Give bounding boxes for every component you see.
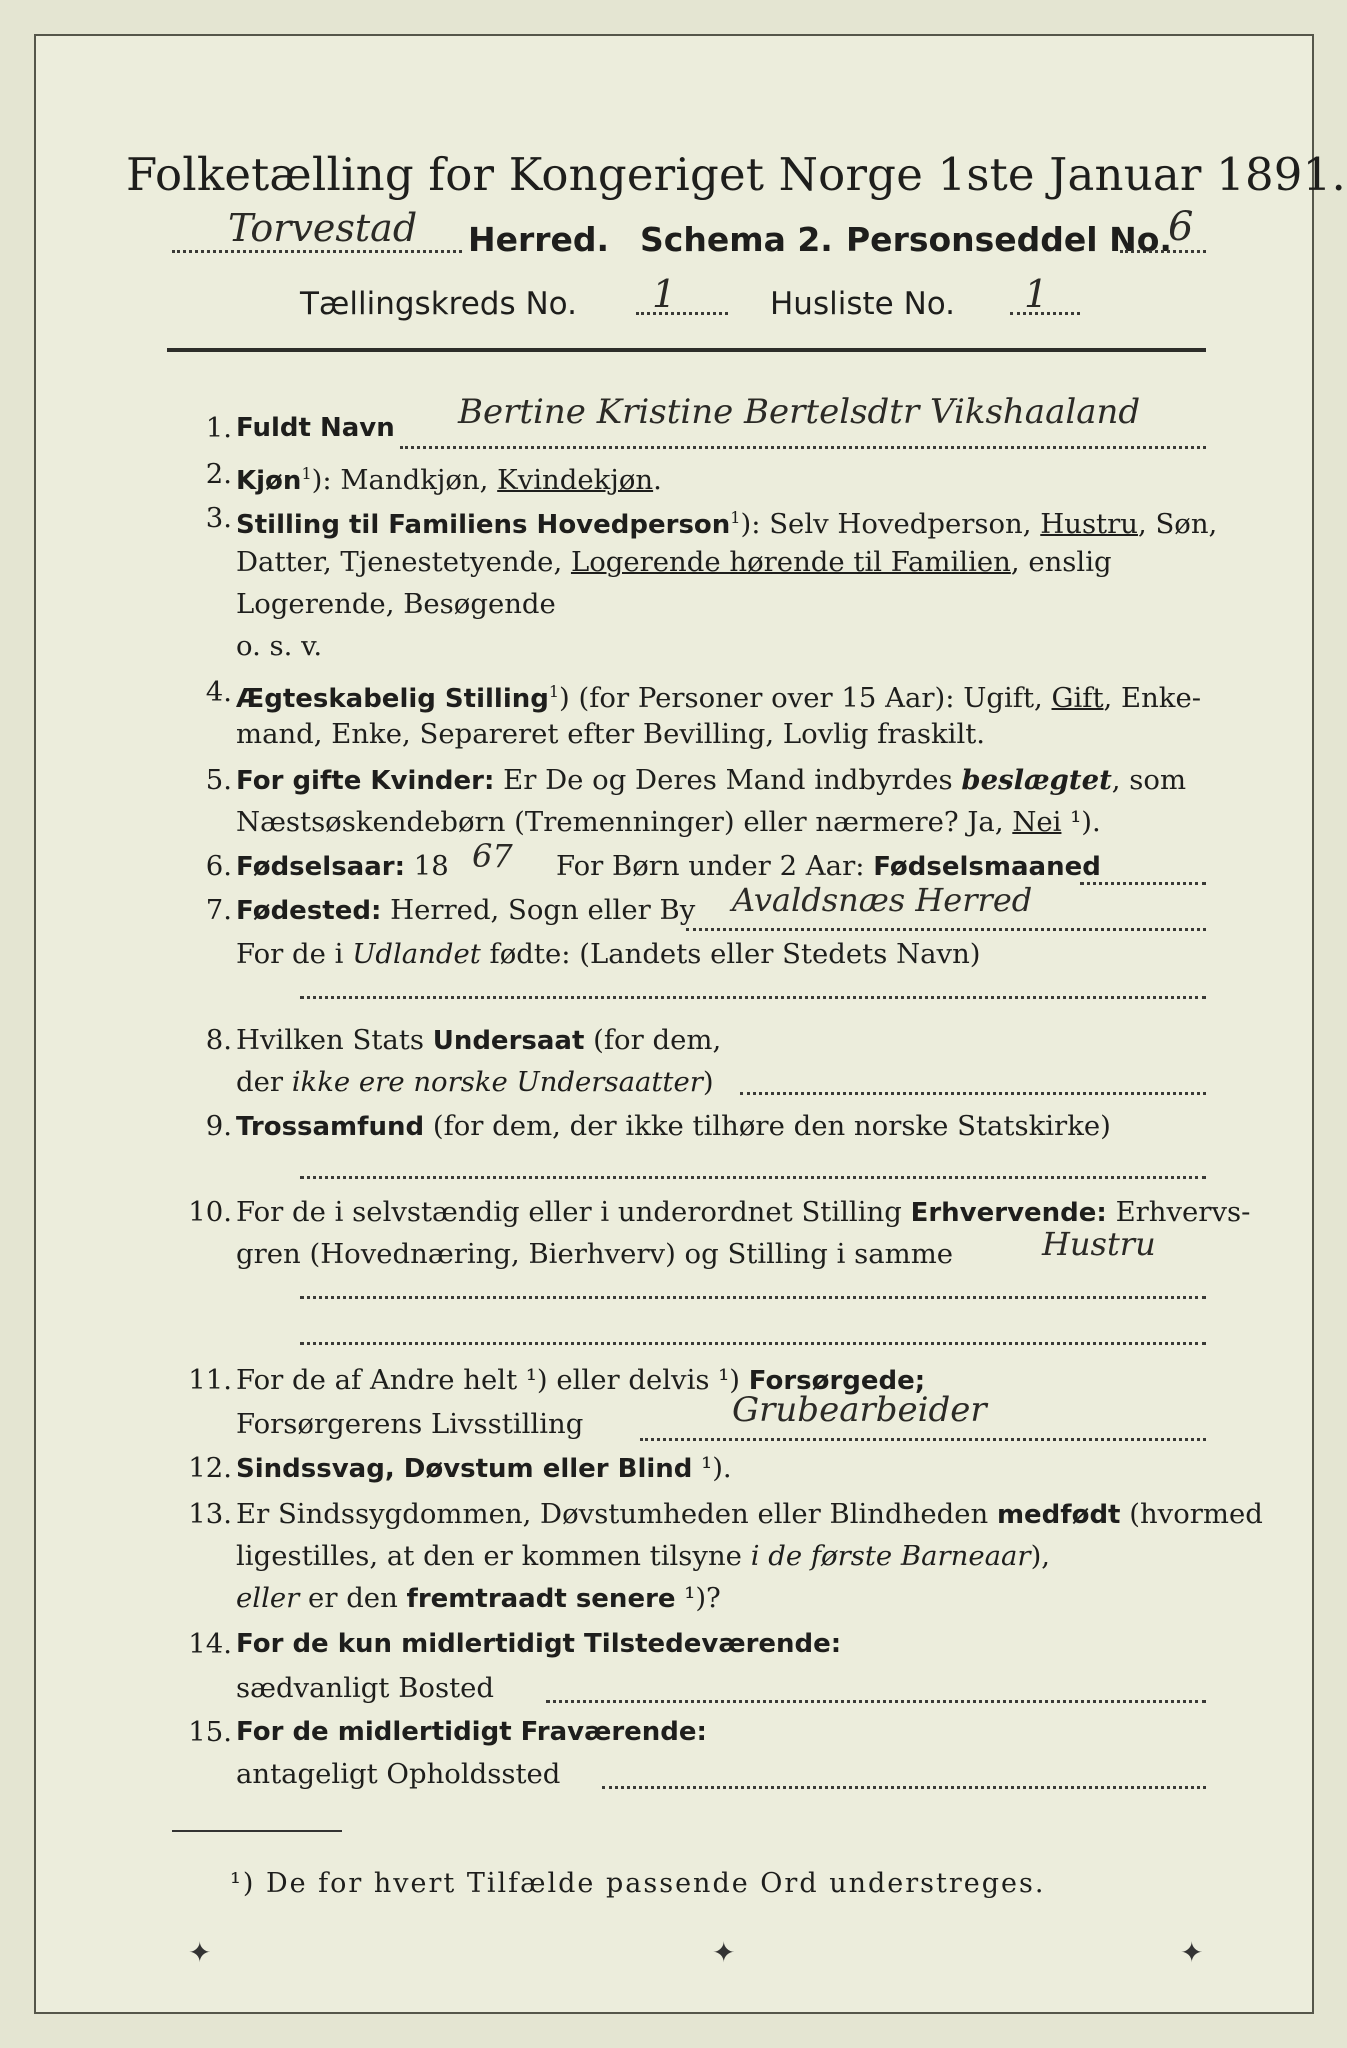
q13-bold-2: fremtraadt senere	[406, 1584, 676, 1614]
q13-number: 13.	[188, 1498, 232, 1530]
q11-dots	[640, 1438, 1206, 1441]
herred-dots	[172, 250, 462, 253]
q2-underlined: Kvindekjøn	[497, 464, 654, 497]
q10-value: Hustru	[1042, 1225, 1156, 1263]
q8-dots	[740, 1092, 1206, 1095]
q6-label: Fødselsaar:	[236, 852, 405, 882]
q6-number: 6.	[205, 850, 232, 882]
q3-number: 3.	[205, 502, 232, 534]
q14-line2: sædvanligt Bosted	[236, 1672, 495, 1704]
q3-line1-end: , Søn,	[1137, 508, 1218, 541]
q3-line2: Datter, Tjenestetyende,	[236, 546, 571, 578]
q6-child-bold: Fødselsmaaned	[873, 852, 1101, 882]
page-title: Folketælling for Kongeriget Norge 1ste Januar 1891.	[126, 148, 1346, 201]
q10-dots	[300, 1296, 1206, 1299]
q6-child-label: For Børn under 2 Aar:	[556, 850, 874, 882]
q12-label: Sindssvag, Døvstum eller Blind	[236, 1454, 693, 1484]
q7-dots	[686, 928, 1206, 931]
husliste-value: 1	[1024, 272, 1049, 316]
q13-italic: i de første Barneaar	[750, 1540, 1031, 1572]
husliste-label: Husliste No.	[770, 286, 956, 322]
q5-underlined-nei: Nei	[1012, 806, 1062, 838]
kreds-value: 1	[652, 272, 677, 316]
q7-value: Avaldsnæs Herred	[732, 881, 1033, 919]
registration-mark-center: ✦	[712, 1936, 736, 1969]
q2-text: ): Mandkjøn,	[311, 464, 498, 497]
q3-line2-end: , enslig	[1010, 546, 1112, 578]
q15-label: For de midlertidigt Fraværende:	[236, 1717, 707, 1747]
q9-text: (for dem, der ikke tilhøre den norske Statskirke)	[424, 1110, 1111, 1142]
q7-line2: For de i	[236, 938, 353, 970]
q6-dots	[1080, 882, 1206, 885]
kreds-label: Tællingskreds No.	[300, 286, 577, 322]
q4-sup: 1	[548, 682, 560, 701]
q3-sup: 1	[730, 508, 741, 527]
q4-line2: mand, Enke, Separeret efter Bevilling, Lovlig fraskilt.	[236, 718, 986, 750]
q10-line2: gren (Hovednæring, Bierhverv) og Stilling i samme	[236, 1238, 954, 1270]
q13-bold: medfødt	[996, 1500, 1121, 1530]
q15-line2: antageligt Opholdssted	[236, 1758, 561, 1790]
q13-italic-eller: eller	[236, 1582, 300, 1614]
q5-line1-end: , som	[1111, 764, 1187, 796]
q13-line3: er den	[299, 1582, 407, 1614]
q10-number: 10.	[188, 1196, 232, 1228]
q8-line2-end: )	[702, 1066, 714, 1098]
q4-underlined-gift: Gift	[1051, 682, 1104, 715]
q8-number: 8.	[205, 1024, 232, 1056]
q10-line1: For de i selvstændig eller i underordnet Stilling	[236, 1196, 911, 1228]
q1-number: 1.	[205, 412, 232, 444]
q7-line1: Herred, Sogn eller By	[381, 894, 696, 926]
q15-dots	[602, 1786, 1206, 1789]
q10-dots-2	[300, 1342, 1206, 1345]
q13-line2-end: ),	[1030, 1540, 1051, 1572]
q14-dots	[546, 1700, 1206, 1703]
q14-number: 14.	[188, 1628, 232, 1660]
q3-underlined-logerende: Logerende hørende til Familien	[570, 546, 1011, 578]
q5-label: For gifte Kvinder:	[236, 766, 495, 796]
q5-number: 5.	[205, 764, 232, 796]
q10-bold: Erhvervende:	[910, 1198, 1107, 1228]
footnote-rule	[172, 1830, 342, 1832]
q4-line1: ) (for Personer over 15 Aar): Ugift,	[559, 682, 1052, 715]
q5-line2: Næstsøskendebørn (Tremenninger) eller nærmere? Ja,	[236, 806, 1013, 838]
q8-italic: ikke ere norske Undersaatter	[291, 1066, 703, 1098]
q2-end: .	[653, 464, 662, 497]
q4-label: Ægteskabelig Stilling	[236, 684, 549, 715]
q12-end: ¹).	[692, 1452, 732, 1484]
q13-line1-end: (hvormed	[1120, 1498, 1263, 1530]
q2-label: Kjøn	[236, 466, 302, 497]
q3-line4: o. s. v.	[236, 630, 323, 662]
q5-line1: Er De og Deres Mand indbyrdes	[494, 764, 962, 796]
personseddel-label: Personseddel No.	[846, 220, 1172, 259]
q8-line1: Hvilken Stats	[236, 1024, 433, 1056]
q12-number: 12.	[188, 1452, 232, 1484]
q3-line3: Logerende, Besøgende	[236, 588, 556, 620]
q1-dots	[400, 446, 1206, 449]
q11-bold: Forsørgede;	[748, 1366, 926, 1396]
q4-number: 4.	[205, 676, 232, 708]
q11-number: 11.	[188, 1364, 232, 1396]
q7-line2-end: fødte: (Landets eller Stedets Navn)	[480, 938, 981, 970]
q7-number: 7.	[205, 894, 232, 926]
q9-label: Trossamfund	[236, 1112, 425, 1142]
q6-prefix: 18	[405, 850, 449, 882]
q7-label: Fødested:	[236, 896, 382, 926]
q13-line3-end: ¹)?	[675, 1582, 721, 1614]
q8-line2: der	[236, 1066, 292, 1098]
q3-underlined-hustru: Hustru	[1040, 508, 1138, 541]
q13-line1: Er Sindssygdommen, Døvstumheden eller Blindheden	[236, 1498, 997, 1530]
q11-value: Grubearbeider	[732, 1390, 987, 1430]
kreds-dots	[636, 312, 728, 315]
personseddel-value: 6	[1168, 204, 1194, 250]
husliste-dots	[1010, 312, 1080, 315]
q15-number: 15.	[188, 1716, 232, 1748]
q3-line1: ): Selv Hovedperson,	[740, 508, 1041, 541]
q7-italic: Udlandet	[352, 938, 481, 970]
q8-line1-end: (for dem,	[584, 1024, 722, 1056]
q10-line1-end: Erhvervs-	[1106, 1196, 1251, 1228]
q13-line2: ligestilles, at den er kommen tilsyne	[236, 1540, 751, 1572]
schema-label: Schema 2.	[640, 220, 833, 259]
q1-value: Bertine Kristine Bertelsdtr Vikshaaland	[458, 392, 1141, 432]
q14-label: For de kun midlertidigt Tilstedeværende:	[236, 1629, 842, 1659]
personseddel-dots	[1120, 250, 1206, 253]
q1-label: Fuldt Navn	[236, 413, 395, 443]
q9-number: 9.	[205, 1110, 232, 1142]
q9-dots	[300, 1176, 1206, 1179]
q11-line2: Forsørgerens Livsstilling	[236, 1408, 584, 1440]
q5-line2-end: ¹).	[1061, 806, 1101, 838]
q6-value: 67	[472, 837, 513, 875]
registration-mark-left: ✦	[188, 1936, 212, 1969]
q5-italic: beslægtet	[961, 764, 1112, 796]
registration-mark-right: ✦	[1180, 1936, 1204, 1969]
q8-bold: Undersaat	[432, 1026, 585, 1056]
q4-line1-end: , Enke-	[1103, 682, 1202, 715]
header-rule	[167, 348, 1206, 352]
q2-number: 2.	[205, 458, 232, 490]
herred-value: Torvestad	[228, 206, 418, 250]
q2-sup: 1	[301, 464, 312, 483]
footnote: ¹) De for hvert Tilfælde passende Ord understreges.	[230, 1868, 1046, 1899]
q3-label: Stilling til Familiens Hovedperson	[236, 510, 731, 541]
herred-label: Herred.	[468, 220, 610, 259]
q11-line1: For de af Andre helt ¹) eller delvis ¹)	[236, 1364, 749, 1396]
q7-dots-2	[300, 996, 1206, 999]
